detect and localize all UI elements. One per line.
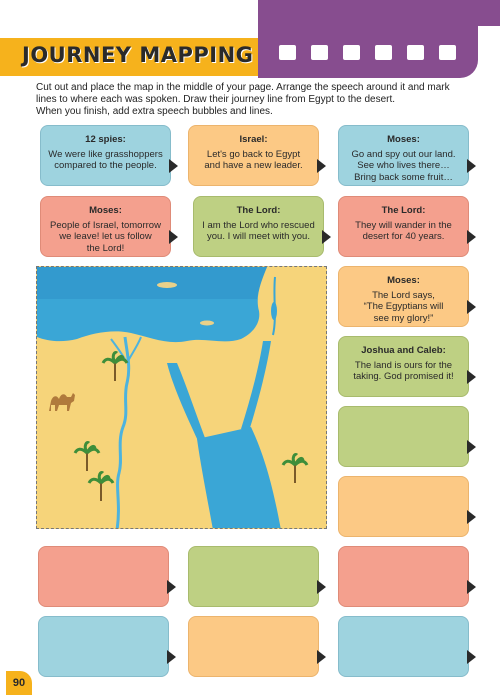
bubble-text: We were like grasshoppers [48,148,163,160]
bubble-tail [467,510,476,524]
bubble-tail [317,580,326,594]
bubble-speaker: Israel: [239,134,268,145]
film-strip-hole [279,45,296,60]
header-purple-bar [258,0,478,78]
bubble-text: I am the Lord who rescued [202,219,315,231]
bubble-text: the Lord! [86,242,125,254]
bubble-text: Let's go back to Egypt [206,148,301,160]
bubble-text: People of Israel, tomorrow [50,219,161,231]
bubble-text: and have a new leader. [204,160,303,171]
speech-bubble-moses-glory [338,266,469,327]
bubble-speaker: Joshua and Caleb: [361,345,446,356]
dead-sea [271,302,277,320]
instructions-line: Cut out and place the map in the middle of your page. Arrange the speech around it and mark [36,82,450,93]
bubble-tail [467,650,476,664]
bubble-tail [467,440,476,454]
journey-map [36,266,327,529]
bubble-tail [467,300,476,314]
speech-bubble-lord-wander [338,196,469,257]
bubble-text: Bring back some fruit… [354,171,453,183]
blank-speech-bubble [338,406,469,467]
bubble-tail [317,650,326,664]
film-strip-hole [439,45,456,60]
bubble-tail [169,230,178,244]
bubble-speaker: 12 spies: [85,134,126,145]
bubble-text: we leave! let us follow [59,231,152,242]
bubble-text: See who lives there… [357,160,450,171]
blank-speech-bubble [38,546,169,607]
bubble-text: Go and spy out our land. [351,148,456,160]
bubble-speaker: Moses: [387,275,420,286]
bubble-tail [317,159,326,173]
blank-speech-bubble [188,616,319,677]
blank-speech-bubble [338,616,469,677]
bubble-text: desert for 40 years. [362,231,445,242]
bubble-text: They will wander in the [355,219,452,231]
bubble-tail [167,650,176,664]
map-illustration [37,267,327,529]
bubble-speaker: The Lord: [381,205,426,216]
speech-bubble-israel [188,125,319,186]
blank-speech-bubble [338,476,469,537]
page-number: 90 [6,671,32,695]
blank-speech-bubble [188,546,319,607]
bubble-speaker: Moses: [387,134,420,145]
sea-depth [37,267,267,299]
island [157,282,177,288]
bubble-tail [322,230,331,244]
bubble-tail [467,580,476,594]
blank-speech-bubble [38,616,169,677]
bubble-speaker: The Lord: [236,205,281,216]
bubble-text: The Lord says, [372,289,435,301]
speech-bubble-lord-rescued [193,196,324,257]
instructions-line: lines to where each was spoken. Draw their journey line from Egypt to the desert. [36,94,396,105]
island [200,321,214,326]
bubble-text: compared to the people. [54,160,157,171]
page-title: JOURNEY MAPPING [22,43,254,67]
bubble-speaker: Moses: [89,205,122,216]
film-strip-hole [311,45,328,60]
film-strip-hole [375,45,392,60]
bubble-text: The land is ours for the [354,359,453,371]
instructions [36,82,476,118]
speech-bubble-moses-spy [338,125,469,186]
instructions-line: When you finish, add extra speech bubbles and lines. [36,106,273,117]
bubble-tail [167,580,176,594]
bubble-tail [467,230,476,244]
bubble-text: you. I will meet with you. [207,231,310,242]
speech-bubble-12-spies [40,125,171,186]
bubble-text: taking. God promised it! [353,371,454,382]
film-strip-hole [407,45,424,60]
bubble-tail [467,370,476,384]
bubble-tail [169,159,178,173]
bubble-tail [467,159,476,173]
bubble-text: see my glory!” [373,312,434,324]
film-strip-hole [343,45,360,60]
bubble-text: “The Egyptians will [363,301,444,312]
speech-bubble-joshua-caleb [338,336,469,397]
header-purple-extension [470,0,500,26]
speech-bubble-moses-leave [40,196,171,257]
blank-speech-bubble [338,546,469,607]
